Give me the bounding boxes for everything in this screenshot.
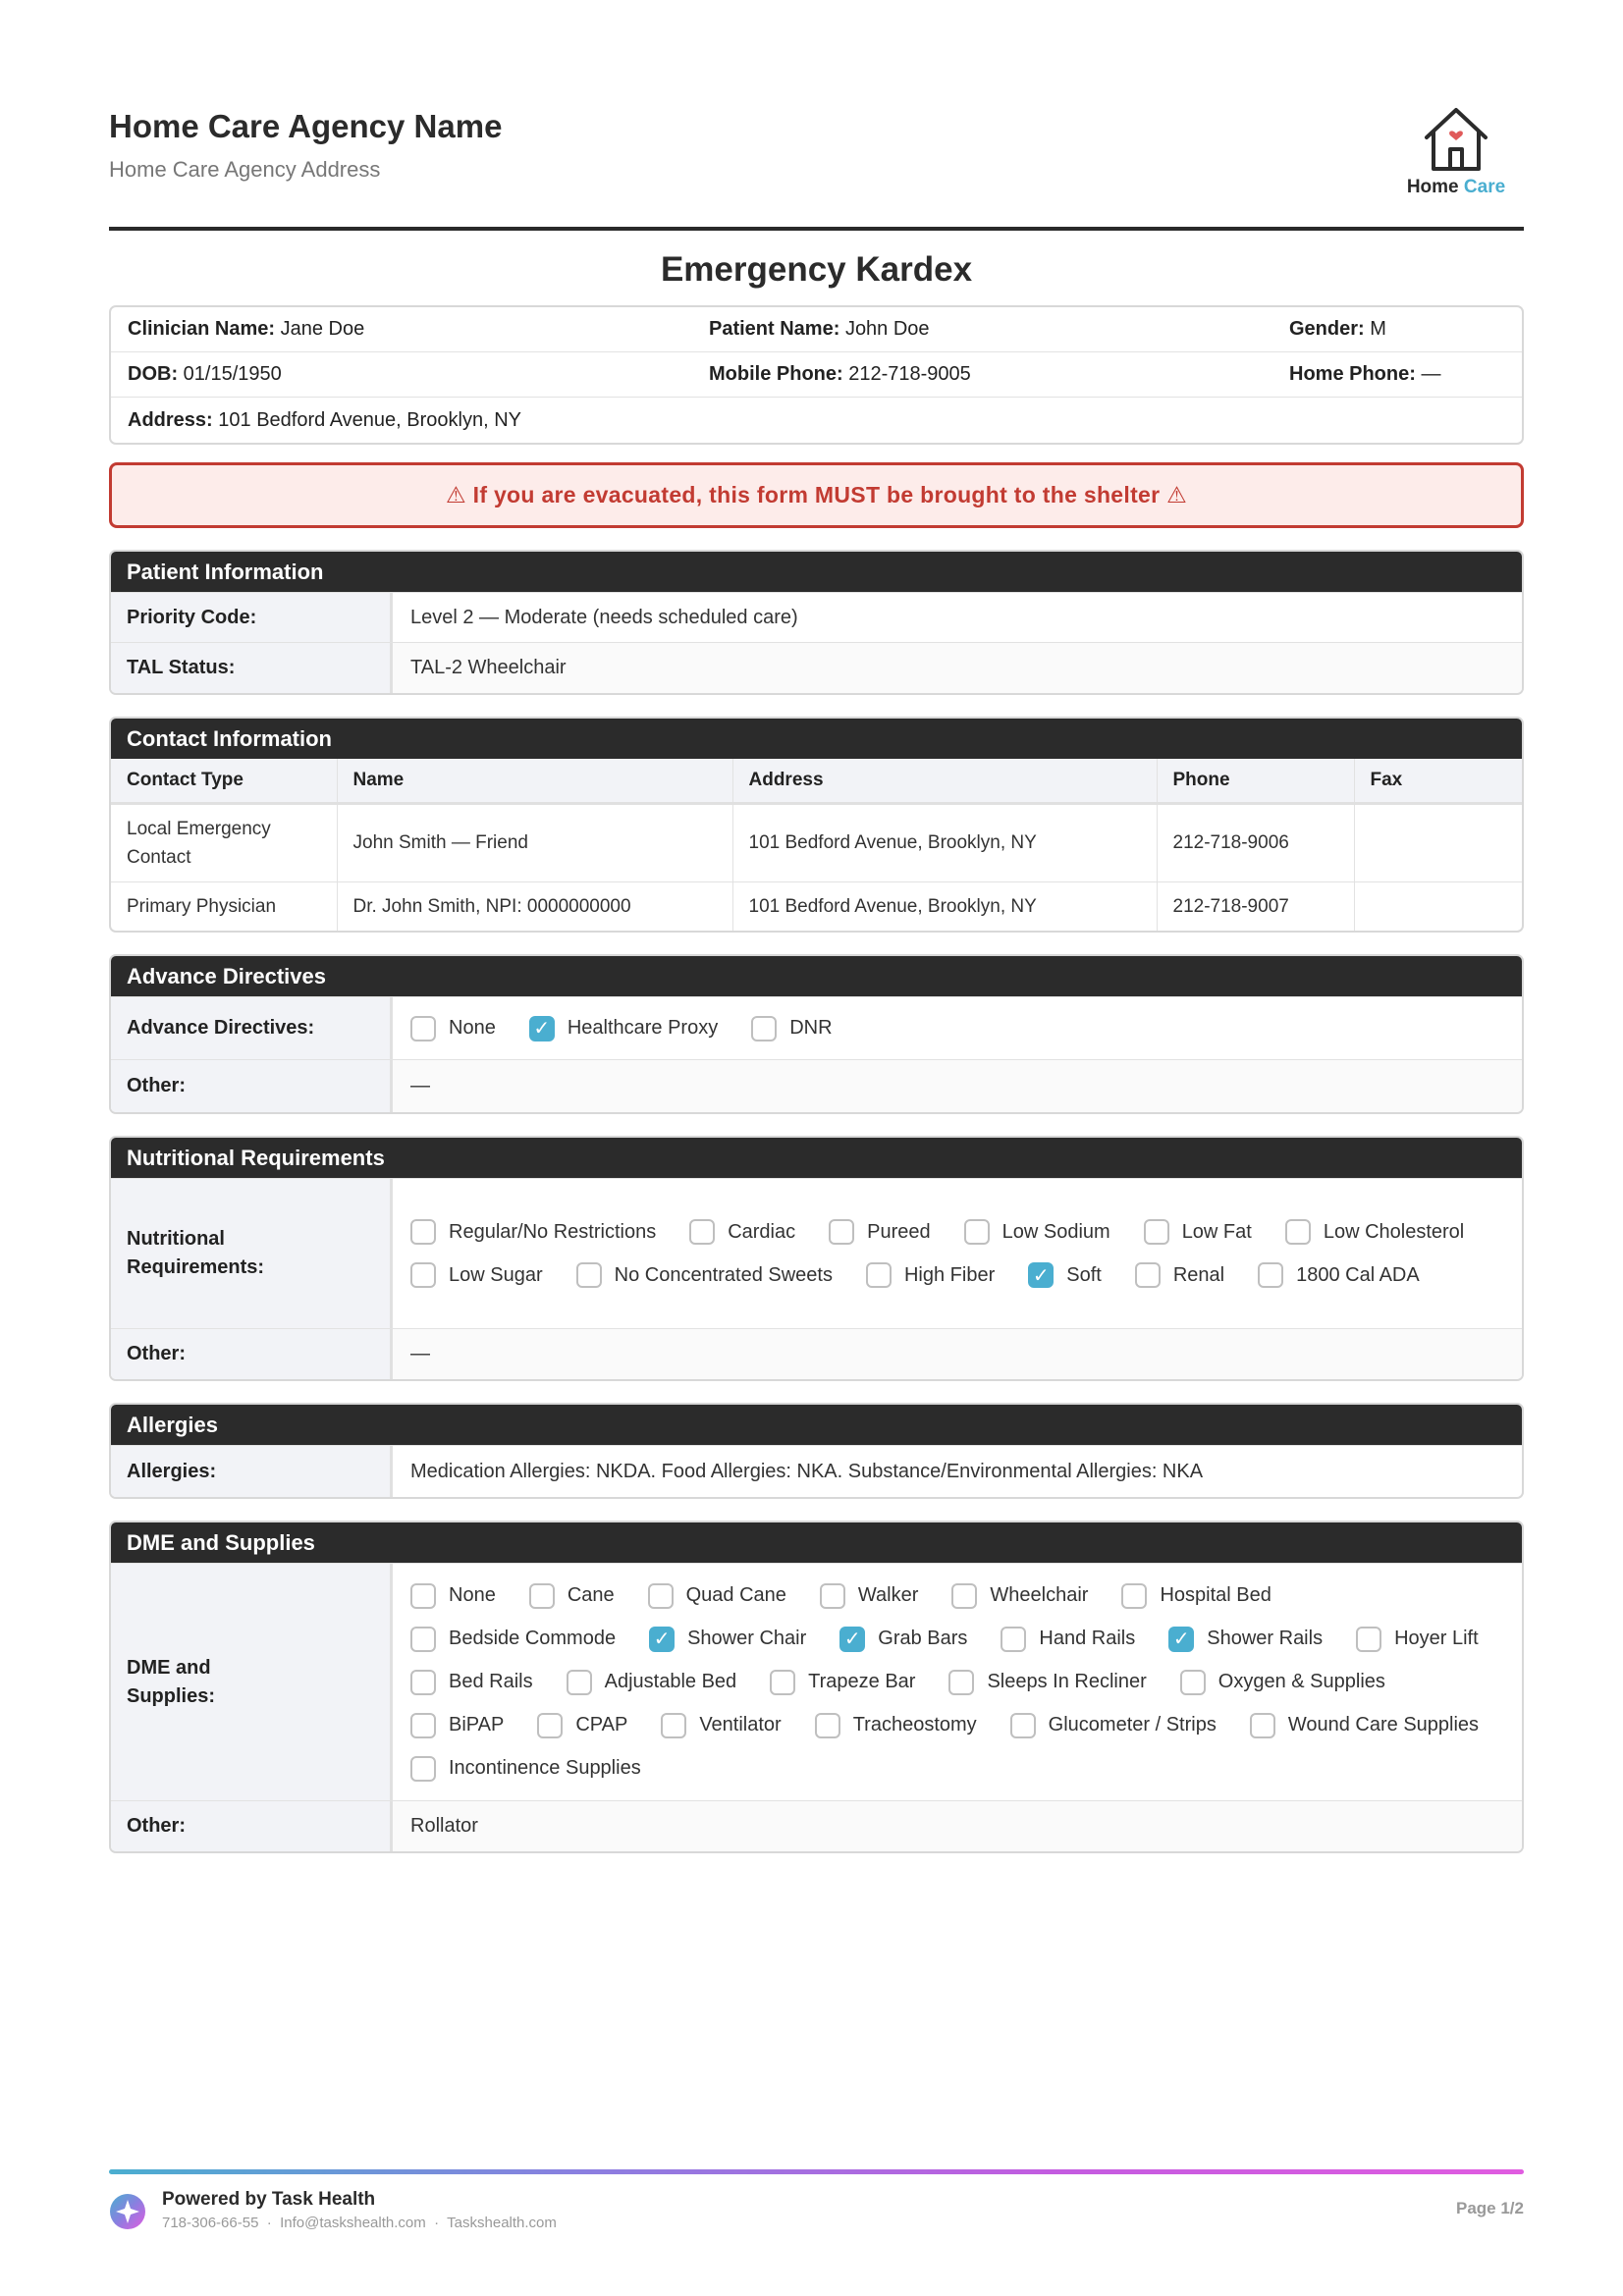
checkbox-option[interactable] <box>410 1704 504 1747</box>
logo-wordmark: Home Care <box>1406 177 1506 197</box>
house-heart-icon <box>1422 104 1490 175</box>
checkbox-unchecked[interactable] <box>1121 1583 1147 1609</box>
patient-summary-box <box>109 305 1524 445</box>
task-health-logo-icon <box>109 2193 146 2230</box>
checkbox-unchecked[interactable] <box>866 1262 892 1288</box>
table-cell <box>1354 881 1522 931</box>
checkbox-option[interactable] <box>1180 1661 1385 1704</box>
table-cell: 101 Bedford Avenue, Brooklyn, NY <box>732 881 1157 931</box>
priority-row <box>111 592 1522 642</box>
dme-supplies-section <box>109 1521 1524 1853</box>
checkbox-option[interactable] <box>1135 1254 1224 1297</box>
section-heading: Nutritional Requirements <box>111 1138 1522 1178</box>
checkbox-label: Wound Care Supplies <box>1287 1714 1480 1735</box>
checkbox-option[interactable] <box>839 1618 967 1661</box>
checkbox-label: 1800 Cal ADA <box>1296 1263 1420 1286</box>
checkmark-icon: ✓ <box>533 1018 551 1040</box>
powered-by: Powered by Task Health <box>162 2189 376 2210</box>
checkbox-option[interactable] <box>410 1210 656 1254</box>
checkbox-option[interactable] <box>529 1007 718 1050</box>
patient-information-section <box>109 550 1524 695</box>
advance-other-row <box>111 1059 1522 1112</box>
other-value: — <box>393 1060 1522 1112</box>
other-label: Other: <box>111 1060 393 1112</box>
document-title: Emergency Kardex <box>660 250 973 289</box>
page-number: Page 1/2 <box>1456 2199 1524 2217</box>
allergies-value: Medication Allergies: NKDA. Food Allergies: NKA. Substance/Environmental Allergies: NKA <box>410 1460 1204 1482</box>
checkbox-label: Healthcare Proxy <box>567 1017 719 1039</box>
checkbox-unchecked[interactable] <box>820 1583 845 1609</box>
table-cell: 212-718-9006 <box>1157 803 1354 881</box>
tal-label: TAL Status: <box>111 643 393 693</box>
checkbox-label: Walker <box>857 1584 919 1606</box>
checkmark-icon: ✓ <box>1172 1629 1190 1650</box>
footer-divider <box>109 2169 1524 2174</box>
checkbox-option[interactable] <box>948 1661 1146 1704</box>
patient-name: John Doe <box>844 318 930 340</box>
checkbox-option[interactable] <box>1001 1618 1135 1661</box>
checkbox-option[interactable] <box>1258 1254 1420 1297</box>
column-header: Name <box>337 759 732 803</box>
document-header <box>109 0 1524 231</box>
checkbox-unchecked[interactable] <box>410 1219 436 1245</box>
checkbox-unchecked[interactable] <box>567 1670 592 1695</box>
agency-name: Home Care Agency Name <box>109 108 503 144</box>
dme-label: DME and Supplies: <box>111 1564 393 1800</box>
table-cell: Local Emergency Contact <box>111 803 337 881</box>
checkbox-label: Tracheostomy <box>852 1714 977 1735</box>
checkbox-option[interactable] <box>820 1575 918 1618</box>
checkbox-unchecked[interactable] <box>1180 1670 1206 1695</box>
advance-directives-label: Advance Directives: <box>111 997 393 1059</box>
checkbox-option[interactable] <box>1285 1210 1464 1254</box>
nutritional-requirements-section <box>109 1136 1524 1381</box>
nutrition-other-row <box>111 1328 1522 1379</box>
checkbox-unchecked[interactable] <box>1010 1713 1036 1738</box>
checkbox-label: Ventilator <box>699 1714 782 1735</box>
table-cell: Primary Physician <box>111 881 337 931</box>
table-row <box>111 803 1522 881</box>
checkbox-unchecked[interactable] <box>410 1262 436 1288</box>
priority-value: Level 2 — Moderate (needs scheduled care) <box>410 606 798 628</box>
checkbox-label: Glucometer / Strips <box>1048 1714 1217 1735</box>
checkbox-option[interactable] <box>866 1254 995 1297</box>
checkbox-label: Renal <box>1172 1263 1225 1286</box>
checkbox-unchecked[interactable] <box>1135 1262 1161 1288</box>
checkbox-checked[interactable] <box>529 1016 555 1041</box>
contact-table <box>111 759 1522 931</box>
checkbox-unchecked[interactable] <box>1285 1219 1311 1245</box>
checkbox-option[interactable] <box>529 1575 615 1618</box>
summary-row: Address: 101 Bedford Avenue, Brooklyn, NY <box>128 408 521 431</box>
checkbox-option[interactable] <box>1121 1575 1271 1618</box>
checkbox-unchecked[interactable] <box>1144 1219 1169 1245</box>
checkbox-option[interactable] <box>410 1747 641 1790</box>
checkbox-unchecked[interactable] <box>751 1016 777 1041</box>
table-cell: 212-718-9007 <box>1157 881 1354 931</box>
table-row <box>111 881 1522 931</box>
checkbox-label: Oxygen & Supplies <box>1217 1671 1385 1692</box>
agency-address: Home Care Agency Address <box>109 157 381 182</box>
checkbox-option[interactable] <box>1010 1704 1217 1747</box>
checkbox-unchecked[interactable] <box>948 1670 974 1695</box>
checkbox-label: Incontinence Supplies <box>449 1757 641 1779</box>
checkbox-label: Low Sugar <box>449 1263 543 1286</box>
checkbox-label: Grab Bars <box>878 1628 968 1649</box>
checkbox-option[interactable] <box>1356 1618 1479 1661</box>
checkbox-checked[interactable] <box>649 1627 675 1652</box>
checkbox-unchecked[interactable] <box>1001 1627 1026 1652</box>
checkbox-label: Hospital Bed <box>1160 1584 1271 1606</box>
checkbox-unchecked[interactable] <box>770 1670 795 1695</box>
checkbox-option[interactable] <box>951 1575 1088 1618</box>
home-phone-value: — <box>1421 363 1441 385</box>
gender-value: M <box>1370 318 1386 340</box>
footer-email[interactable]: Info@taskshealth.com <box>280 2215 426 2231</box>
checkbox-label: Shower Rails <box>1207 1628 1324 1649</box>
checkbox-checked[interactable] <box>1028 1262 1054 1288</box>
checkbox-unchecked[interactable] <box>410 1713 436 1738</box>
summary-row: DOB: 01/15/1950 Mobile Phone: 212-718-9005 Home Phone: — <box>111 352 1522 398</box>
checkbox-option[interactable] <box>1144 1210 1252 1254</box>
advance-directives-section <box>109 954 1524 1114</box>
checkbox-unchecked[interactable] <box>964 1219 990 1245</box>
checkbox-label: Low Cholesterol <box>1323 1220 1465 1243</box>
checkbox-option[interactable] <box>689 1210 795 1254</box>
checkbox-option[interactable] <box>576 1254 833 1297</box>
checkbox-option[interactable] <box>751 1007 832 1050</box>
table-cell <box>1354 803 1522 881</box>
column-header: Address <box>732 759 1157 803</box>
allergies-row <box>111 1445 1522 1497</box>
checkbox-unchecked[interactable] <box>410 1627 436 1652</box>
nutrition-label: Nutritional Requirements: <box>111 1179 393 1328</box>
checkbox-option[interactable] <box>829 1210 931 1254</box>
checkmark-icon: ✓ <box>843 1629 861 1650</box>
tal-row <box>111 642 1522 693</box>
checkbox-unchecked[interactable] <box>1258 1262 1283 1288</box>
table-cell: John Smith — Friend <box>337 803 732 881</box>
checkbox-label: Adjustable Bed <box>604 1671 737 1692</box>
checkbox-unchecked[interactable] <box>1250 1713 1275 1738</box>
checkbox-option[interactable] <box>661 1704 781 1747</box>
checkbox-option[interactable] <box>410 1575 496 1618</box>
section-heading: Allergies <box>111 1405 1522 1445</box>
checkbox-option[interactable] <box>567 1661 737 1704</box>
checkbox-unchecked[interactable] <box>410 1756 436 1782</box>
checkbox-label: Quad Cane <box>685 1584 786 1606</box>
summary-row: Clinician Name: Jane Doe Patient Name: John Doe Gender: M <box>111 307 1522 352</box>
checkbox-label: Cane <box>567 1584 615 1606</box>
table-cell: 101 Bedford Avenue, Brooklyn, NY <box>732 803 1157 881</box>
checkbox-label: Low Fat <box>1181 1220 1252 1243</box>
contact-information-section <box>109 717 1524 933</box>
checkbox-option[interactable] <box>815 1704 977 1747</box>
checkbox-option[interactable] <box>1168 1618 1323 1661</box>
checkbox-label: Wheelchair <box>990 1584 1089 1606</box>
checkbox-label: Cardiac <box>728 1220 796 1243</box>
footer-website[interactable]: Taskshealth.com <box>447 2215 557 2231</box>
checkbox-unchecked[interactable] <box>410 1016 436 1041</box>
dme-other-row <box>111 1800 1522 1851</box>
checkbox-checked[interactable] <box>1168 1627 1194 1652</box>
checkbox-label: BiPAP <box>449 1714 505 1735</box>
checkbox-unchecked[interactable] <box>689 1219 715 1245</box>
other-label: Other: <box>111 1329 393 1379</box>
checkbox-unchecked[interactable] <box>410 1583 436 1609</box>
checkbox-option[interactable] <box>410 1254 543 1297</box>
checkbox-unchecked[interactable] <box>537 1713 563 1738</box>
checkbox-option[interactable] <box>770 1661 915 1704</box>
checkbox-unchecked[interactable] <box>661 1713 686 1738</box>
checkmark-icon: ✓ <box>1032 1264 1050 1287</box>
mobile-phone-value: 212-718-9005 <box>848 363 971 385</box>
checkbox-label: Bed Rails <box>449 1671 533 1692</box>
checkbox-label: None <box>449 1017 496 1039</box>
nutrition-options <box>393 1179 1522 1328</box>
address-value: 101 Bedford Avenue, Brooklyn, NY <box>218 408 521 431</box>
section-heading: Contact Information <box>111 719 1522 759</box>
section-heading: Advance Directives <box>111 956 1522 996</box>
checkbox-label: High Fiber <box>903 1263 996 1286</box>
footer-phone: 718-306-66-55 <box>162 2215 259 2231</box>
checkbox-label: CPAP <box>575 1714 628 1735</box>
allergies-section <box>109 1403 1524 1499</box>
checkbox-label: Soft <box>1066 1263 1102 1286</box>
checkbox-unchecked[interactable] <box>951 1583 977 1609</box>
advance-directives-row <box>111 996 1522 1059</box>
column-header: Contact Type <box>111 759 337 803</box>
checkbox-label: No Concentrated Sweets <box>614 1263 833 1286</box>
column-header: Phone <box>1157 759 1354 803</box>
checkbox-unchecked[interactable] <box>648 1583 674 1609</box>
checkmark-icon: ✓ <box>653 1629 671 1650</box>
checkbox-unchecked[interactable] <box>410 1670 436 1695</box>
checkbox-label: Trapeze Bar <box>808 1671 916 1692</box>
dme-row <box>111 1563 1522 1800</box>
checkbox-label: Sleeps In Recliner <box>987 1671 1147 1692</box>
checkbox-label: Shower Chair <box>687 1628 807 1649</box>
checkbox-option[interactable] <box>1250 1704 1479 1747</box>
checkbox-option[interactable] <box>537 1704 627 1747</box>
checkbox-option[interactable] <box>964 1210 1110 1254</box>
checkbox-option[interactable] <box>410 1618 616 1661</box>
clinician-name: Jane Doe <box>280 318 365 340</box>
dme-options <box>393 1564 1522 1800</box>
checkbox-unchecked[interactable] <box>529 1583 555 1609</box>
other-value: — <box>393 1329 1522 1379</box>
priority-label: Priority Code: <box>111 593 393 642</box>
column-header: Fax <box>1354 759 1522 803</box>
advance-directives-options <box>393 997 1522 1059</box>
checkbox-label: Bedside Commode <box>449 1628 617 1649</box>
checkbox-option[interactable] <box>649 1618 806 1661</box>
checkbox-option[interactable] <box>410 1007 496 1050</box>
checkbox-option[interactable] <box>1028 1254 1102 1297</box>
checkbox-unchecked[interactable] <box>815 1713 840 1738</box>
checkbox-unchecked[interactable] <box>829 1219 854 1245</box>
checkbox-label: Low Sodium <box>1001 1220 1110 1243</box>
other-label: Other: <box>111 1801 393 1851</box>
checkbox-checked[interactable] <box>839 1627 865 1652</box>
table-cell: Dr. John Smith, NPI: 0000000000 <box>337 881 732 931</box>
evacuation-alert: ⚠ If you are evacuated, this form MUST be brought to the shelter ⚠ <box>109 462 1524 528</box>
checkbox-label: Regular/No Restrictions <box>449 1220 657 1243</box>
checkbox-option[interactable] <box>410 1661 533 1704</box>
checkbox-label: None <box>449 1584 496 1606</box>
checkbox-unchecked[interactable] <box>576 1262 602 1288</box>
nutrition-row <box>111 1178 1522 1328</box>
other-value: Rollator <box>393 1801 1522 1851</box>
dob-value: 01/15/1950 <box>183 363 282 385</box>
section-heading: DME and Supplies <box>111 1522 1522 1563</box>
home-care-logo <box>1402 104 1510 198</box>
checkbox-label: DNR <box>789 1017 833 1039</box>
checkbox-label: Pureed <box>867 1220 931 1243</box>
tal-value: TAL-2 Wheelchair <box>393 643 1522 693</box>
section-heading: Patient Information <box>111 552 1522 592</box>
checkbox-option[interactable] <box>648 1575 786 1618</box>
footer-contact: 718-306-66-55 · Info@taskshealth.com · Taskshealth.com <box>162 2215 557 2231</box>
checkbox-unchecked[interactable] <box>1356 1627 1381 1652</box>
checkbox-label: Hoyer Lift <box>1394 1628 1479 1649</box>
allergies-label: Allergies: <box>111 1446 393 1497</box>
checkbox-label: Hand Rails <box>1039 1628 1136 1649</box>
